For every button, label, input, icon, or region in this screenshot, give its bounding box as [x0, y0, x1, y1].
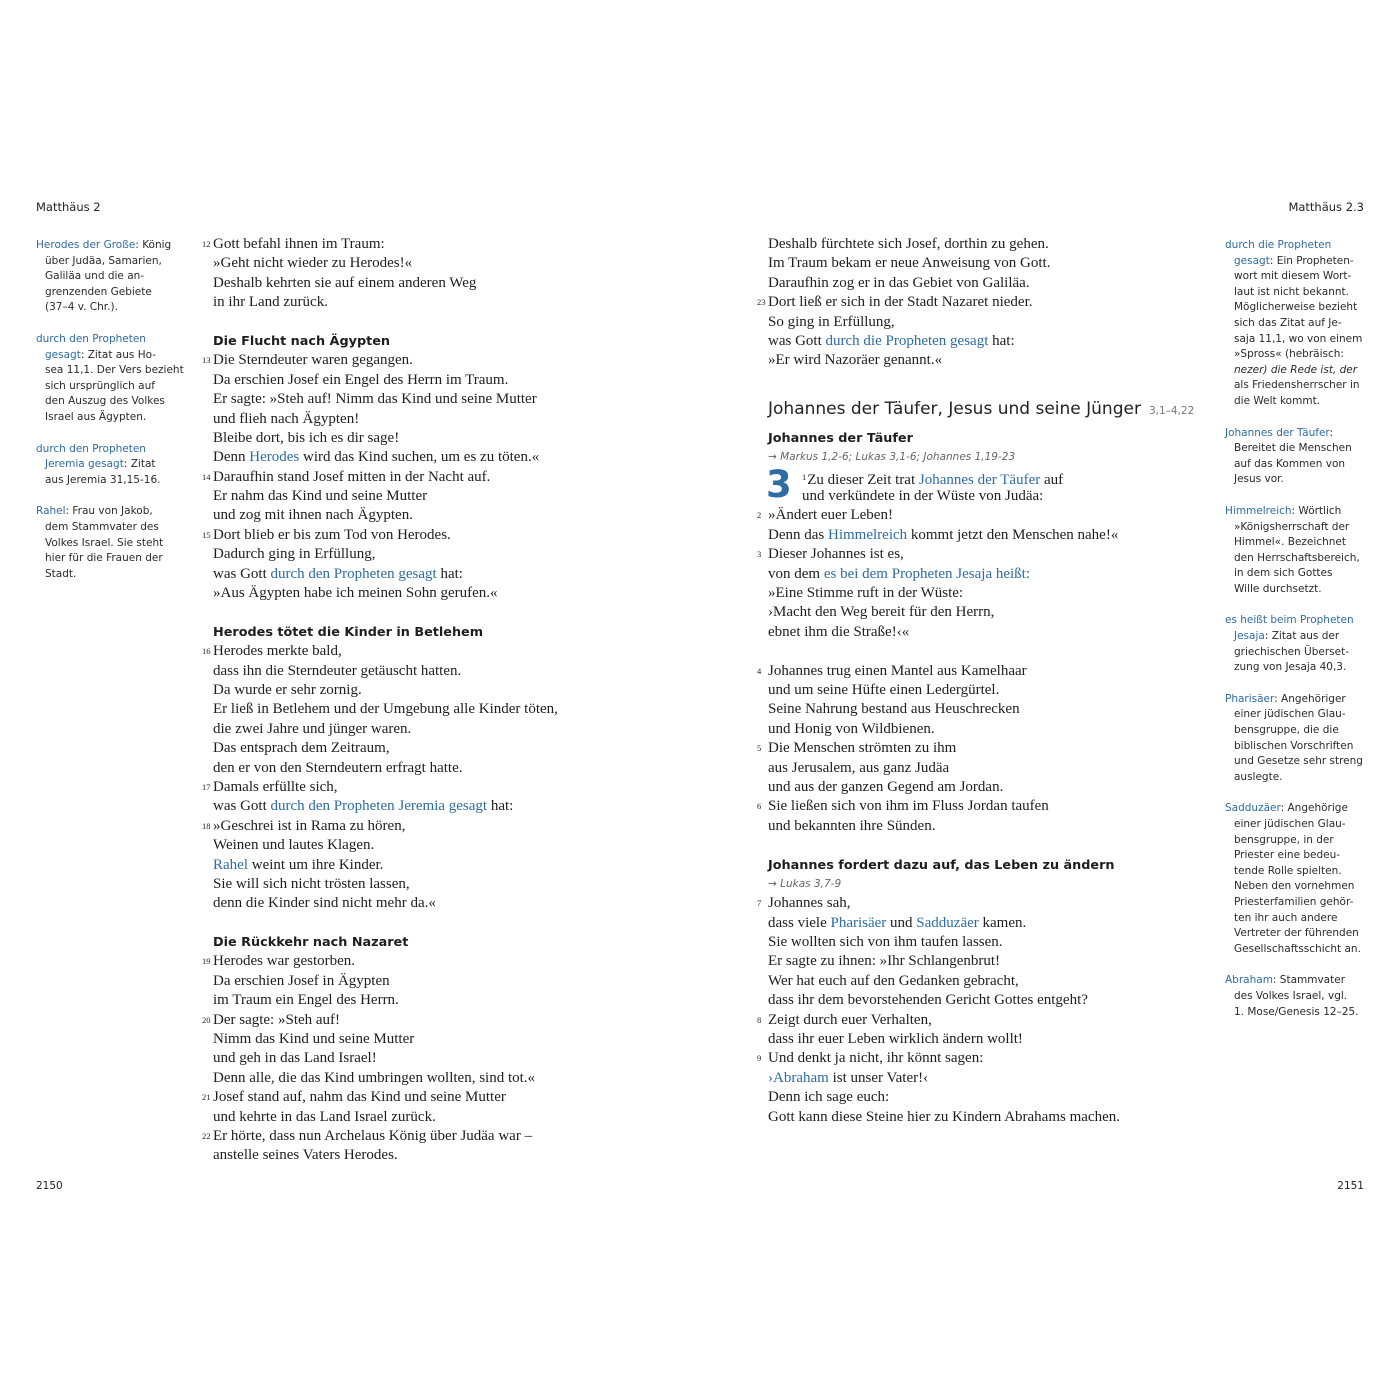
section-heading-kinder: Herodes tötet die Kinder in Betlehem — [213, 624, 484, 640]
verse-1: $^1$Zu dieser Zeit trat Johannes der Täufer auf — [802, 471, 1064, 488]
running-head-left: Matthäus 2 — [36, 200, 101, 214]
verse-6: $^6$ Sie ließen sich von ihm im Fluss Jordan taufen — [757, 798, 1049, 815]
verse-3: $^3$ Dieser Johannes ist es, — [757, 546, 904, 563]
verse-5: $^5$ Die Menschen strömten zu ihm — [757, 740, 957, 757]
link-rahel[interactable]: Rahel — [213, 856, 248, 873]
note-pharisaeer: Pharisäer: Angehöriger einer jüdischen Glau- bensgruppe, die die biblischen Vorschriften und Gesetze sehr streng auslegte. — [1225, 692, 1363, 783]
major-section-range: 3,1–4,22 — [1148, 405, 1195, 418]
link-sadduzaeer[interactable]: Sadduzäer — [916, 914, 979, 931]
link-herodes[interactable]: Herodes — [249, 449, 300, 466]
verse-21: $^{21}$ Josef stand auf, nahm das Kind und seine Mutter — [202, 1089, 506, 1106]
parallel-refs-leben: → Lukas 3,7-9 — [768, 877, 842, 890]
section-heading-leben: Johannes fordert dazu auf, das Leben zu ändern — [768, 857, 1115, 873]
link-johannes-der-taeufer[interactable]: Johannes der Täufer — [918, 471, 1041, 488]
chapter-3-start: 3 $^1$Zu dieser Zeit trat Johannes der Täufer auf und verkündete in der Wüste von Judäa: — [768, 468, 1208, 507]
note-term: Herodes der Große — [36, 239, 136, 251]
page-number-right: 2151 — [1337, 1180, 1364, 1192]
note-himmelreich: Himmelreich: Wörtlich »Königsherrschaft der Himmel«. Bezeichnet den Herrschaftsbereich, in dem sich Gottes Wille durchsetzt. — [1225, 504, 1360, 595]
link-himmelreich[interactable]: Himmelreich — [828, 526, 908, 543]
link-abraham[interactable]: Abraham — [773, 1069, 829, 1086]
verse-9: $^9$ Und denkt ja nicht, ihr könnt sagen: — [757, 1050, 984, 1067]
verse-14: $^{14}$ Daraufhin stand Josef mitten in der Nacht auf. — [202, 468, 491, 485]
verse-22: $^{22}$ Er hörte, dass nun Archelaus König über Judäa war – — [202, 1127, 533, 1144]
note-jesaja: es heißt beim Propheten Jesaja: Zitat aus der griechischen Überset- zung von Jesaja 40,3. — [1225, 614, 1354, 674]
link-durch-den-propheten[interactable]: durch den Propheten gesagt — [270, 565, 437, 582]
section-heading-rueckkehr: Die Rückkehr nach Nazaret — [213, 935, 409, 951]
verse-12: $^{12}$ Gott befahl ihnen im Traum: — [202, 236, 385, 252]
link-jesaja[interactable]: es bei dem Propheten Jesaja heißt: — [823, 565, 1031, 582]
verse-15: $^{15}$ Dort blieb er bis zum Tod von Herodes. — [202, 526, 451, 543]
note-sadduzaeer: Sadduzäer: Angehörige einer jüdischen Glau- bensgruppe, in der Priester eine bedeu- tende Rolle spielten. Neben den vornehmen Priesterfamilien gehör- ten ihr auch andere Vertreter der führenden Gesellschaftsschicht an. — [1225, 802, 1361, 955]
link-durch-die-propheten[interactable]: durch die Propheten gesagt — [825, 332, 989, 349]
note-propheten-hosea: durch den Propheten gesagt: Zitat aus Ho- sea 11,1. Der Vers bezieht sich ursprünglich auf den Auszug des Volkes Israel aus Ägypten. — [36, 332, 184, 423]
parallel-refs-taeufer: → Markus 1,2-6; Lukas 3,1-6; Johannes 1,19-23 — [768, 451, 1016, 464]
verse-13: $^{13}$ Die Sterndeuter waren gegangen. — [202, 352, 413, 369]
verse-8: $^8$ Zeigt durch euer Verhalten, — [757, 1011, 932, 1028]
verse-2: $^2$ »Ändert euer Leben! — [757, 507, 893, 524]
note-abraham: Abraham: Stammvater des Volkes Israel, vgl. 1. Mose/Genesis 12–25. — [1225, 974, 1359, 1018]
running-head-right: Matthäus 2.3 — [1288, 200, 1364, 214]
verse-7: $^7$ Johannes sah, — [757, 895, 851, 912]
section-heading-flucht: Die Flucht nach Ägypten — [213, 333, 391, 349]
verse-4: $^4$ Johannes trug einen Mantel aus Kamelhaar — [757, 662, 1027, 679]
verse-18: $^{18}$ »Geschrei ist in Rama zu hören, — [202, 817, 406, 834]
note-herodes: Herodes der Große: König über Judäa, Samarien, Galiläa und die an- grenzenden Gebiete (37–4 v. Chr.). — [36, 239, 172, 314]
note-durch-die-propheten: durch die Propheten gesagt: Ein Propheten- wort mit diesem Wort- laut ist nicht bekannt. Möglicherweise bezieht sich das Zitat auf Je- saja 11,1, wo von einem »Spross« (hebräisch: nezer) die Rede ist, der als Friedensherrscher in die Welt kommt. — [1225, 239, 1363, 407]
chapter-number: 3 — [766, 462, 792, 506]
link-pharisaeer[interactable]: Pharisäer — [830, 914, 887, 931]
note-propheten-jeremia: durch den Propheten Jeremia gesagt: Zitat aus Jeremia 31,15-16. — [36, 442, 161, 486]
major-section-title: Johannes der Täufer, Jesus und seine Jünger 3,1–4,22 — [768, 399, 1195, 420]
page-number-left: 2150 — [36, 1180, 63, 1192]
link-jeremia[interactable]: durch den Propheten Jeremia gesagt — [270, 798, 488, 815]
verse-23: $^{23}$ Dort ließ er sich in der Stadt Nazaret nieder. — [757, 294, 1033, 311]
margin-notes-right — [1225, 238, 1375, 1036]
main-text-right: Deshalb fürchtete sich Josef, dorthin zu gehen. Im Traum bekam er neue Anweisung von Gott. Daraufhin zog er in das Gebiet von Galiläa. $^{23}$ Dort ließ er sich in der Stadt Nazaret nieder. So ging in Erfüllung, was Gott durch die Propheten gesagt hat: »Er wird Nazoräer genannt.« Johannes der Täufer, Jesus und seine Jünger 3,1–4,22 Johannes der Täufer → Markus 1,2-6; Lukas 3,1-6; Johannes 1,19-23 3 $^1$Zu dieser Zeit trat Johannes der Täufer auf und verkündete in der Wüste von Judäa: $^2$ »Ändert euer Leben! Denn das Himmelreich kommt jetzt den Menschen nahe!« $^3$ Dieser Johannes ist es, von dem es bei dem Propheten Jesaja heißt: »Eine Stimme ruft in der Wüste: ›Macht den Weg bereit für den Herrn, ebnet ihm die Straße!‹« $^4$ Johannes trug einen Mantel aus Kamelhaar und um seine Hüfte einen Ledergürtel. Seine Nahrung bestand aus Heuschrecken und Honig von Wildbienen. $^5$ Die Menschen strömten zu ihm aus Jerusalem, aus ganz Judäa und aus der ganzen Gegend am Jordan. $^6$ Sie ließen sich von ihm im Fluss Jordan taufen und bekannten ihre Sünden. Johannes fordert dazu auf, das Leben zu ändern → Lukas 3,7-9 $^7$ Johannes sah, dass viele Pharisäer und Sadduzäer kamen. Sie wollten sich von ihm taufen lassen. Er sagte zu ihnen: »Ihr Schlangenbrut! Wer hat euch auf den Gedanken gebracht, dass ihr dem bevorstehenden Gericht Gottes entgeht? $^8$ Zeigt durch euer Verhalten, dass ihr euer Leben wirklich ändern wollt! $^9$ Und denkt ja nicht, ihr könnt sagen: ›Abraham ist unser Vater!‹ Denn ich sage euch: Gott kann diese Steine hier zu Kindern Abrahams machen. — [768, 235, 1208, 1127]
verse-20: $^{20}$ Der sagte: »Steh auf! — [202, 1011, 341, 1028]
verse-19: $^{19}$ Herodes war gestorben. — [202, 953, 356, 970]
section-heading-taeufer: Johannes der Täufer — [768, 430, 913, 446]
note-johannes: Johannes der Täufer: Bereitet die Menschen auf das Kommen von Jesus vor. — [1225, 426, 1352, 486]
verse-17: $^{17}$ Damals erfüllte sich, — [202, 778, 338, 795]
note-rahel: Rahel: Frau von Jakob, dem Stammvater des Volkes Israel. Sie steht hier für die Frauen der Stadt. — [36, 505, 164, 580]
main-text-left: $^{12}$ Gott befahl ihnen im Traum: »Geht nicht wieder zu Herodes!« Deshalb kehrten sie auf einem anderen Weg in ihr Land zurück. Die Flucht nach Ägypten $^{13}$ Die Sterndeuter waren gegangen. Da erschien Josef ein Engel des Herrn im Traum. Er sagte: »Steh auf! Nimm das Kind und seine Mutter und flieh nach Ägypten! Bleibe dort, bis ich es dir sage! Denn Herodes wird das Kind suchen, um es zu töten.« $^{14}$ Daraufhin stand Josef mitten in der Nacht auf. Er nahm das Kind und seine Mutter und zog mit ihnen nach Ägypten. $^{15}$ Dort blieb er bis zum Tod von Herodes. Dadurch ging in Erfüllung, was Gott durch den Propheten gesagt hat: »Aus Ägypten habe ich meinen Sohn gerufen.« Herodes tötet die Kinder in Betlehem $^{16}$ Herodes merkte bald, dass ihn die Sterndeuter getäuscht hatten. Da wurde er sehr zornig. Er ließ in Betlehem und der Umgebung alle Kinder töten, die zwei Jahre und jünger waren. Das entsprach dem Zeitraum, den er von den Sterndeutern erfragt hatte. $^{17}$ Damals erfüllte sich, was Gott durch den Propheten Jeremia gesagt hat: $^{18}$ »Geschrei ist in Rama zu hören, Weinen und lautes Klagen. Rahel weint um ihre Kinder. Sie will sich nicht trösten lassen, denn die Kinder sind nicht mehr da.« Die Rückkehr nach Nazaret $^{19}$ Herodes war gestorben. Da erschien Josef in Ägypten im Traum ein Engel des Herrn. $^{20}$ Der sagte: »Steh auf! Nimm das Kind und seine Mutter und geh in das Land Israel! Denn alle, die das Kind umbringen wollten, sind tot.« $^{21}$ Josef stand auf, nahm das Kind und seine Mutter und kehrte in das Land Israel zurück. $^{22}$ Er hörte, dass nun Archelaus König über Judäa war – anstelle seines Vaters Herodes. — [213, 235, 633, 1166]
verse-16: $^{16}$ Herodes merkte bald, — [202, 643, 342, 660]
margin-notes-left — [36, 238, 186, 598]
